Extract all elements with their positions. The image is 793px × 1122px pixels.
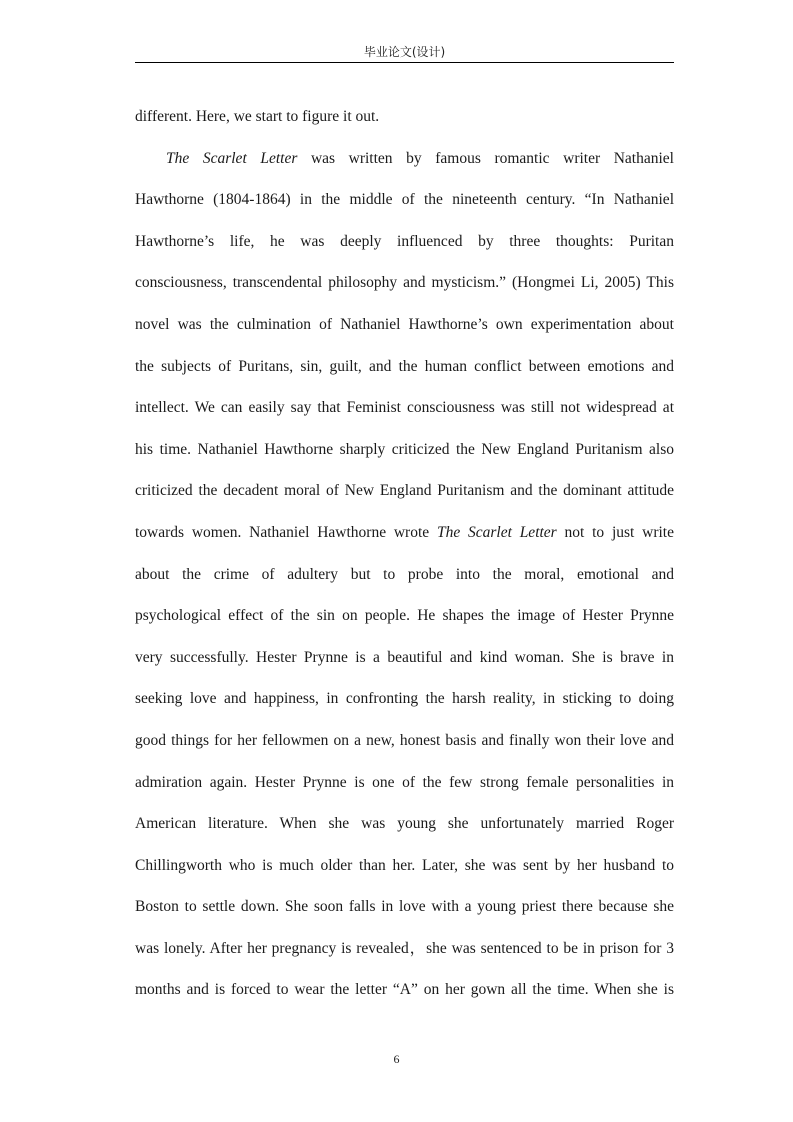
text-line: different. Here, we start to figure it out.: [135, 108, 380, 125]
header-divider: [135, 62, 674, 63]
text-line: Chillingworth who is much older than her. Later, she was sent by her husband to: [135, 856, 674, 874]
text-line: criticized the decadent moral of New England Puritanism and the dominant attitude: [135, 482, 674, 500]
text-line: seeking love and happiness, in confronting the harsh reality, in sticking to doing: [135, 690, 674, 708]
page-number: 6: [393, 1052, 400, 1066]
text-line: Hawthorne (1804-1864) in the middle of the nineteenth century. “In Nathaniel: [135, 191, 674, 209]
text-line: about the crime of adultery but to probe into the moral, emotional and: [135, 565, 674, 583]
text-line: very successfully. Hester Prynne is a beautiful and kind woman. She is brave in: [135, 648, 674, 666]
text-line: his time. Nathaniel Hawthorne sharply criticized the New England Puritanism also: [135, 440, 674, 458]
text-line: novel was the culmination of Nathaniel Hawthorne’s own experimentation about: [135, 315, 674, 333]
text-line: Hawthorne’s life, he was deeply influenced by three thoughts: Puritan: [135, 232, 674, 250]
text-line: consciousness, transcendental philosophy and mysticism.” (Hongmei Li, 2005) This: [135, 274, 674, 292]
body-text: [135, 96, 674, 1011]
text-line: intellect. We can easily say that Feminist consciousness was still not widespread at: [135, 399, 674, 417]
text-line: American literature. When she was young she unfortunately married Roger: [135, 815, 674, 833]
text-line: good things for her fellowmen on a new, honest basis and finally won their love and: [135, 731, 674, 749]
text-line: the subjects of Puritans, sin, guilt, and the human conflict between emotions and: [135, 357, 674, 375]
page-header: 毕业论文(设计): [363, 45, 446, 59]
text-line: admiration again. Hester Prynne is one of the few strong female personalities in: [135, 773, 674, 791]
text-line: towards women. Nathaniel Hawthorne wrote The Scarlet Letter not to just write: [135, 523, 674, 541]
text-line: months and is forced to wear the letter “A” on her gown all the time. When she is: [135, 981, 674, 999]
text-line: psychological effect of the sin on people. He shapes the image of Hester Prynne: [135, 607, 674, 625]
text-line: Boston to settle down. She soon falls in love with a young priest there because she: [135, 898, 674, 916]
text-line: The Scarlet Letter was written by famous romantic writer Nathaniel: [166, 149, 674, 167]
text-line: was lonely. After her pregnancy is revealed，she was sentenced to be in prison for 3: [135, 939, 674, 957]
